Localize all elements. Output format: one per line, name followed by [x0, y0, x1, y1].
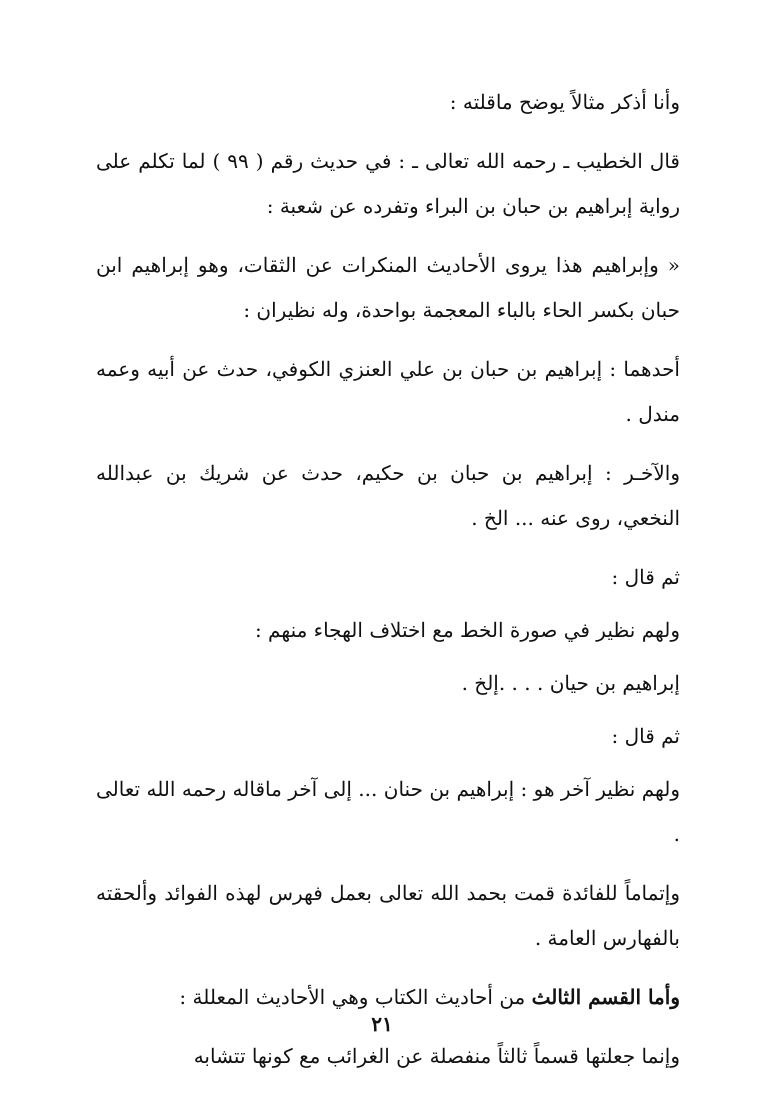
body-text — [96, 80, 680, 1093]
section-heading-bold: وأما القسم الثالث — [531, 985, 680, 1009]
paragraph-first-counterpart: أحدهما : إبراهيم بن حبان بن علي العنزي الكوفي، حدث عن أبيه وعمه مندل . — [96, 357, 680, 426]
paragraph-then-said-1: ثم قال : — [611, 565, 680, 589]
section-heading-rest: من أحاديث الكتاب وهي الأحاديث المعللة : — [179, 985, 532, 1009]
paragraph-ibrahim-hayyan: إبراهيم بن حيان . . . .إلخ . — [461, 671, 680, 695]
paragraph-ibrahim-hadith: « وإبراهيم هذا يروى الأحاديث المنكرات عن الثقات، وهو إبراهيم ابن حبان بكسر الحاء بالباء المعجمة بواحدة، وله نظيران : — [96, 253, 680, 322]
page-number: ٢١ — [371, 1012, 393, 1036]
paragraph-intro: وأنا أذكر مثالاً يوضح ماقلته : — [449, 90, 680, 114]
paragraph-another-counterpart: ولهم نظير آخر هو : إبراهيم بن حنان ... إلى آخر ماقاله رحمه الله تعالى . — [96, 777, 680, 846]
paragraph-index-note: وإتماماً للفائدة قمت بحمد الله تعالى بعمل فهرس لهذه الفوائد وألحقته بالفهارس العامة . — [96, 881, 680, 950]
paragraph-khatib-quote: قال الخطيب ـ رحمه الله تعالى ـ : في حديث رقم ( ٩٩ ) لما تكلم على رواية إبراهيم بن حبان بن البراء وتفرده عن شعبة : — [96, 149, 680, 218]
paragraph-second-counterpart: والآخـر : إبراهيم بن حبان بن حكيم، حدث عن شريك بن عبدالله النخعي، روى عنه ... الخ . — [96, 461, 680, 530]
paragraph-similar-script: ولهم نظير في صورة الخط مع اختلاف الهجاء منهم : — [254, 618, 680, 642]
paragraph-then-said-2: ثم قال : — [611, 724, 680, 748]
paragraph-third-section-continued: وإنما جعلتها قسماً ثالثاً منفصلة عن الغرائب مع كونها تتشابه — [193, 1044, 680, 1068]
